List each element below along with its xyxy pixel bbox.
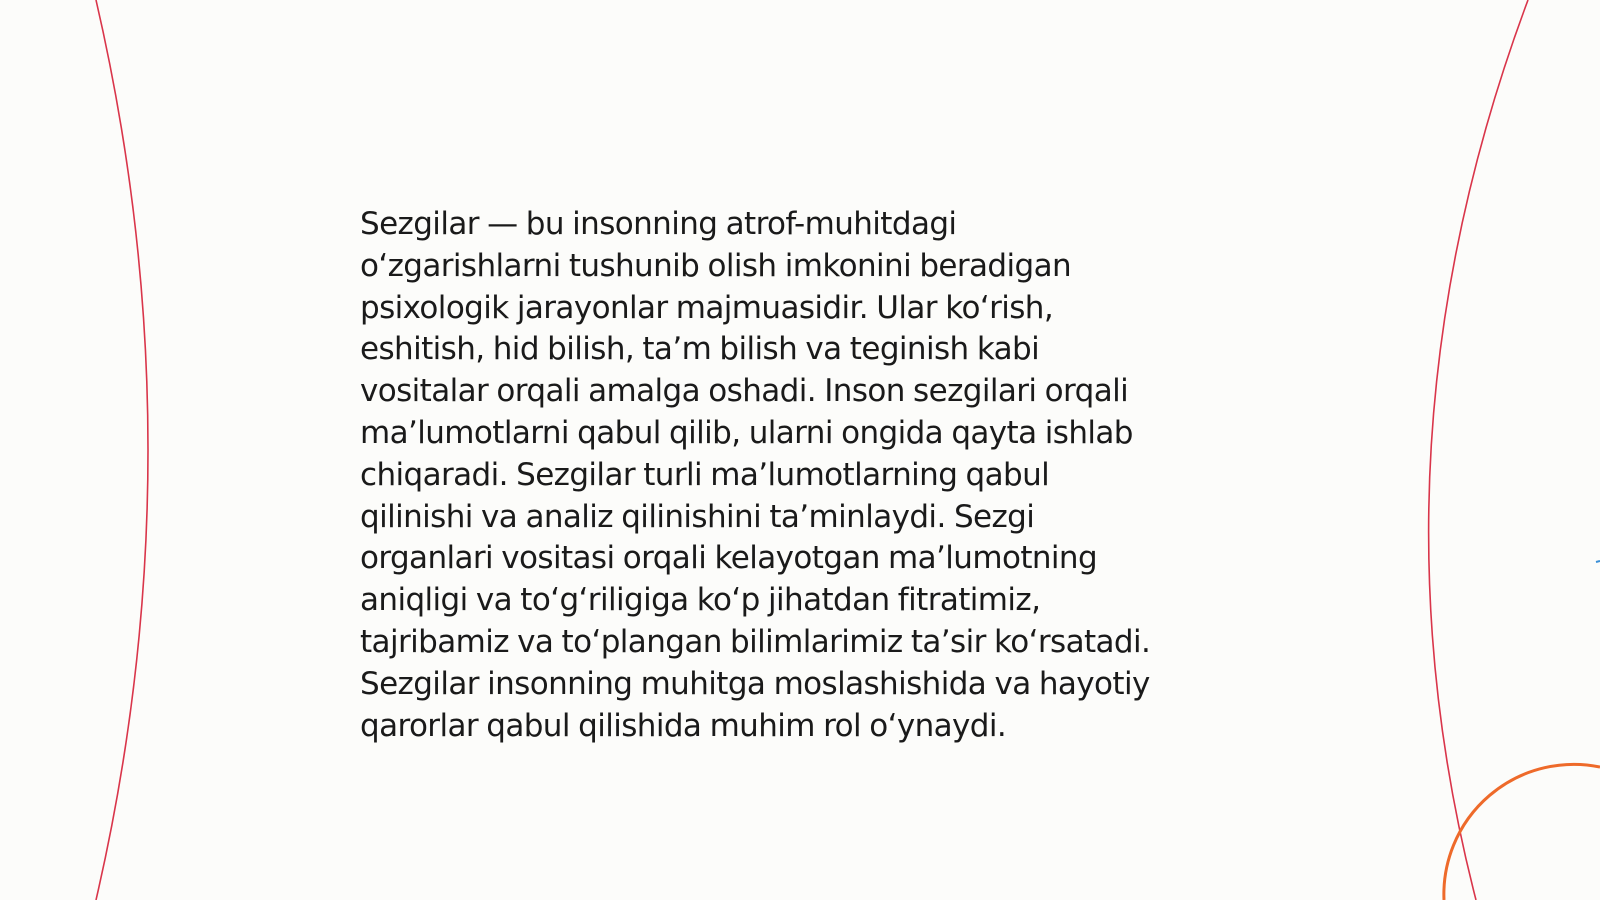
paragraph-line-4: eshitish, hid bilish, ta’m bilish va teginish kabi: [360, 331, 1040, 368]
paragraph-line-11: tajribamiz va to‘plangan bilimlarimiz ta’sir ko‘rsatadi.: [360, 623, 1151, 660]
paragraph-line-7: chiqaradi. Sezgilar turli ma’lumotlarning qabul: [360, 456, 1050, 493]
paragraph-line-10: aniqligi va to‘g‘riligiga ko‘p jihatdan fitratimiz,: [360, 582, 1041, 619]
paragraph-line-8: qilinishi va analiz qilinishini ta’minlaydi. Sezgi: [360, 498, 1035, 535]
paragraph-line-13: qarorlar qabul qilishida muhim rol o‘ynaydi.: [360, 707, 1007, 744]
paragraph-line-5: vositalar orqali amalga oshadi. Inson sezgilari orqali: [360, 373, 1129, 410]
paragraph-line-2: o‘zgarishlarni tushunib olish imkonini beradigan: [360, 247, 1072, 284]
body-paragraph: [360, 204, 1240, 747]
paragraph-line-12: Sezgilar insonning muhitga moslashishida va hayotiy: [360, 665, 1150, 702]
orange-circle-arc: [1444, 764, 1600, 900]
paragraph-line-6: ma’lumotlarni qabul qilib, ularni ongida qayta ishlab: [360, 414, 1133, 451]
right-red-arc: [1429, 0, 1528, 900]
blue-accent-mark: [1596, 561, 1600, 562]
left-red-arc: [96, 0, 148, 900]
paragraph-line-3: psixologik jarayonlar majmuasidir. Ular ko‘rish,: [360, 289, 1054, 326]
paragraph-line-9: organlari vositasi orqali kelayotgan ma’lumotning: [360, 540, 1098, 577]
paragraph-line-1: Sezgilar — bu insonning atrof-muhitdagi: [360, 206, 957, 242]
